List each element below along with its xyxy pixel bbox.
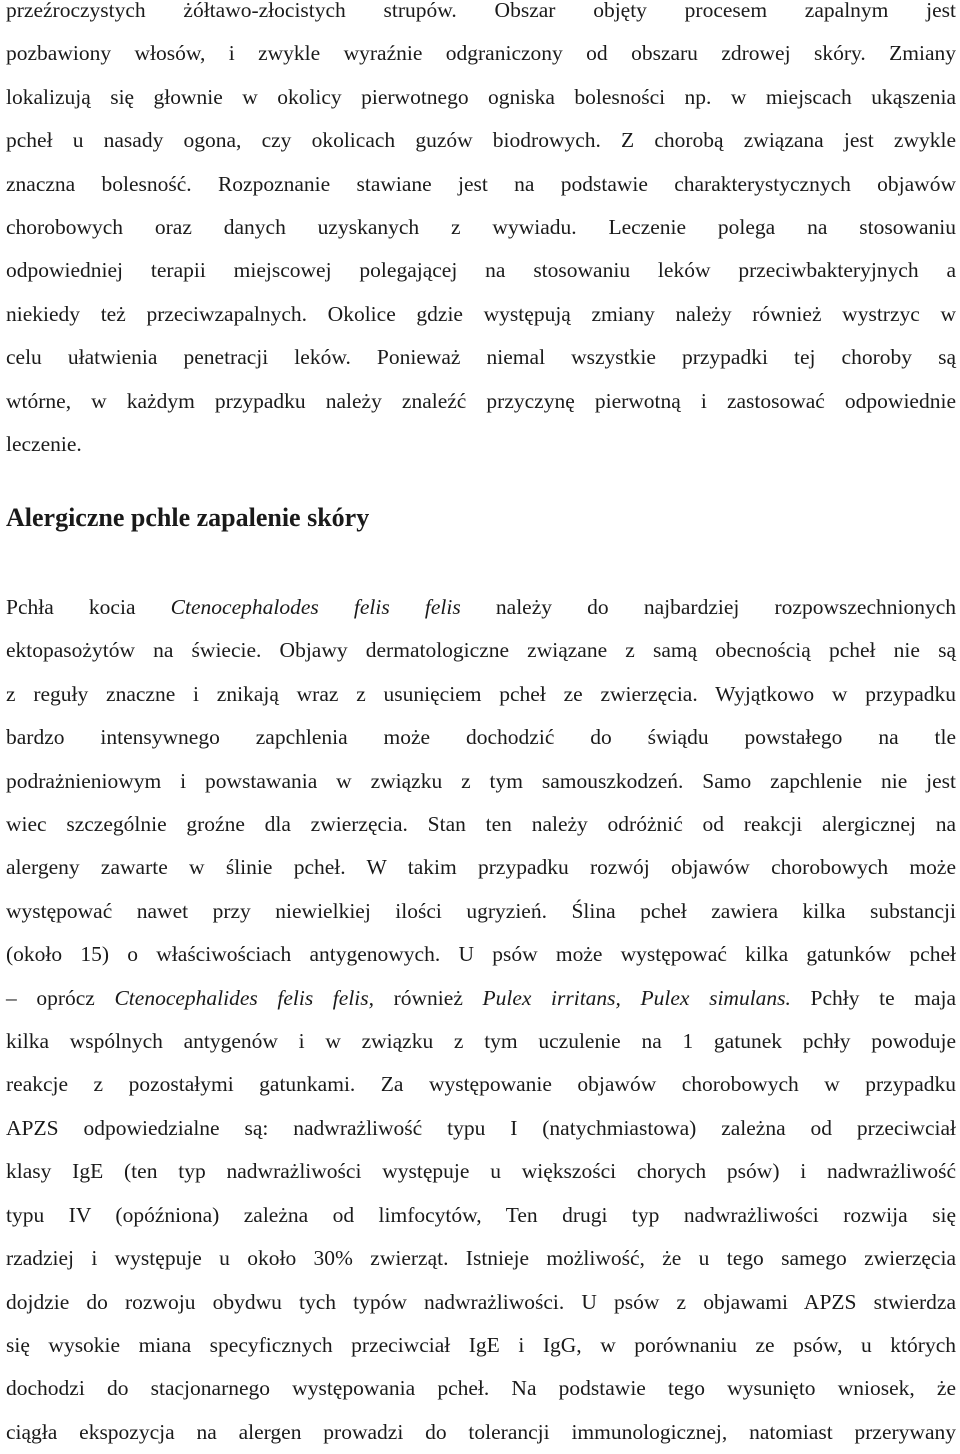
text-line: chorobowych oraz danych uzyskanych z wywiadu. Leczenie polega na stosowaniu bbox=[6, 215, 956, 240]
text-line: występować nawet przy niewielkiej ilości ugryzień. Ślina pcheł zawiera kilka substancji bbox=[6, 898, 956, 923]
text-segment: Pchły te maja bbox=[790, 985, 957, 1010]
text-line: reakcje z pozostałymi gatunkami. Za występowanie objawów chorobowych w przypadku bbox=[6, 1072, 956, 1097]
text-line: ciągła ekspozycja na alergen prowadzi do tolerancji immunologicznej, natomiast przerywany bbox=[6, 1419, 956, 1444]
text-segment: Pchła kocia bbox=[6, 595, 171, 619]
text-line: rzadziej i występuje u około 30% zwierząt. Istnieje możliwość, że u tego samego zwierzęcia bbox=[6, 1246, 956, 1271]
text-line: dochodzi do stacjonarnego występowania pcheł. Na podstawie tego wysunięto wniosek, że bbox=[6, 1376, 956, 1401]
text-line: się wysokie miana specyficznych przeciwciał IgE i IgG, w porównaniu ze psów, u których bbox=[6, 1332, 956, 1357]
text-line bbox=[6, 586, 956, 629]
text-line: wiec szczególnie groźne dla zwierzęcia. Stan ten należy odróżnić od reakcji alergicznej na bbox=[6, 812, 956, 837]
text-line: kilka wspólnych antygenów i w związku z tym uczulenie na 1 gatunek pchły powoduje bbox=[6, 1029, 956, 1054]
text-line: odpowiedniej terapii miejscowej polegającej na stosowaniu leków przeciwbakteryjnych a bbox=[6, 258, 956, 283]
text-line: APZS odpowiedzialne są: nadwrażliwość typu I (natychmiastowa) zależna od przeciwciał bbox=[6, 1115, 956, 1140]
text-line: niekiedy też przeciwzapalnych. Okolice gdzie występują zmiany należy również wystrzyc w bbox=[6, 301, 956, 326]
document-page bbox=[6, 0, 957, 1444]
species-name: Ctenocephalodes felis felis bbox=[170, 595, 461, 619]
paragraph-flea-allergy bbox=[6, 586, 956, 1454]
text-line: wtórne, w każdym przypadku należy znaleźć przyczynę pierwotną i zastosować odpowiednie bbox=[6, 388, 956, 413]
paragraph-infection-treatment bbox=[6, 0, 956, 466]
species-name: Ctenocephalides felis felis, bbox=[114, 985, 375, 1010]
text-line: ektopasożytów na świecie. Objawy dermatologiczne związane z samą obecnością pcheł nie są bbox=[6, 638, 956, 663]
text-line: przeźroczystych żółtawo-złocistych strupów. Obszar objęty procesem zapalnym jest bbox=[6, 0, 956, 22]
text-line: z reguły znaczne i znikają wraz z usunięciem pcheł ze zwierzęcia. Wyjątkowo w przypadku bbox=[6, 681, 956, 706]
text-segment: również bbox=[374, 985, 483, 1010]
text-line: alergeny zawarte w ślinie pcheł. W takim przypadku rozwój objawów chorobowych może bbox=[6, 855, 956, 880]
text-line bbox=[6, 977, 956, 1020]
text-line: celu ułatwienia penetracji leków. Ponieważ niemal wszystkie przypadki tej choroby są bbox=[6, 345, 956, 370]
text-line: pcheł u nasady ogona, czy okolicach guzów biodrowych. Z chorobą związana jest zwykle bbox=[6, 128, 956, 153]
text-segment: – oprócz bbox=[6, 985, 115, 1010]
text-line: pozbawiony włosów, i zwykle wyraźnie odgraniczony od obszaru zdrowej skóry. Zmiany bbox=[6, 41, 956, 66]
section-heading: Alergiczne pchle zapalenie skóry bbox=[6, 503, 370, 532]
text-line: podrażnieniowym i powstawania w związku z tym samouszkodzeń. Samo zapchlenie nie jest bbox=[6, 768, 956, 793]
text-line: bardzo intensywnego zapchlenia może dochodzić do świądu powstałego na tle bbox=[6, 725, 956, 750]
text-line: klasy IgE (ten typ nadwrażliwości występuje u większości chorych psów) i nadwrażliwość bbox=[6, 1159, 956, 1184]
species-name: Pulex irritans, Pulex simulans. bbox=[482, 985, 791, 1010]
text-line: typu IV (opóźniona) zależna od limfocytów, Ten drugi typ nadwrażliwości rozwija się bbox=[6, 1202, 956, 1227]
text-line: znaczna bolesność. Rozpoznanie stawiane jest na podstawie charakterystycznych objawów bbox=[6, 171, 956, 196]
text-segment: należy do najbardziej rozpowszechnionych bbox=[460, 595, 957, 619]
text-line: leczenie. bbox=[6, 432, 82, 457]
text-line: (około 15) o właściwościach antygenowych. U psów może występować kilka gatunków pcheł bbox=[6, 942, 956, 967]
text-line: lokalizują się głownie w okolicy pierwotnego ogniska bolesności np. w miejscach ukąszenia bbox=[6, 84, 956, 109]
text-line: dojdzie do rozwoju obydwu tych typów nadwrażliwości. U psów z objawami APZS stwierdza bbox=[6, 1289, 956, 1314]
